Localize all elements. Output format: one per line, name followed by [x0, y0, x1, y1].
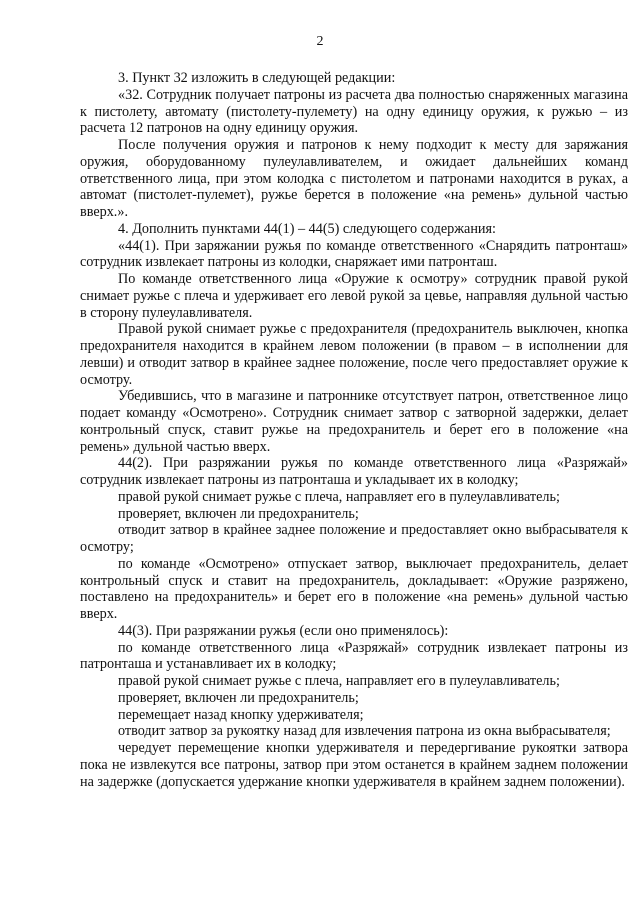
paragraph: по команде «Осмотрено» отпускает затвор, выключает предохранитель, делает контрольный спуск и ставит на предохранитель, докладывает: «Оружие разряжено, поставлено на предохранитель» и берет его в положение «на ремень» дульной частью вверх. [80, 555, 628, 622]
paragraph: Убедившись, что в магазине и патроннике отсутствует патрон, ответственное лицо подает команду «Осмотрено». Сотрудник снимает затвор с затворной задержки, делает контрольный спуск, ставит ружье на предохранитель и берет его в положение «на ремень» дульной частью вверх. [80, 388, 628, 455]
paragraph: отводит затвор за рукоятку назад для извлечения патрона из окна выбрасывателя; [118, 723, 611, 740]
paragraph: проверяет, включен ли предохранитель; [118, 505, 359, 522]
paragraph: «32. Сотрудник получает патроны из расчета два полностью снаряженных магазина к пистолету, автомату (пистолету-пулемету) на одну единицу оружия, к ружью – из расчета 12 патронов на одну единицу оружия. [80, 86, 628, 137]
paragraph: 44(2). При разряжании ружья по команде ответственного лица «Разряжай» сотрудник извлекает патроны из патронташа и укладывает их в колодку; [80, 455, 628, 488]
paragraph: по команде ответственного лица «Разряжай» сотрудник извлекает патроны из патронташа и устанавливает их в колодку; [80, 639, 628, 673]
paragraph: отводит затвор в крайнее заднее положение и предоставляет окно выбрасывателя к осмотру; [80, 522, 628, 555]
paragraph: «44(1). При заряжании ружья по команде ответственного «Снарядить патронташ» сотрудник извлекает патроны из колодки, снаряжает ими патронташ. [80, 237, 628, 271]
paragraph: 3. Пункт 32 изложить в следующей редакции: [118, 70, 396, 86]
paragraph: перемещает назад кнопку удерживателя; [118, 706, 364, 723]
paragraph: правой рукой снимает ружье с плеча, направляет его в пулеулавливатель; [118, 673, 560, 689]
paragraph: проверяет, включен ли предохранитель; [118, 689, 359, 706]
paragraph: 4. Дополнить пунктами 44(1) – 44(5) следующего содержания: [118, 220, 496, 237]
paragraph: чередует перемещение кнопки удерживателя и передергивание рукоятки затвора пока не извлекутся все патроны, затвор при этом останется в крайнем заднем положении на задержке (допускается удержание кнопки удерживателя в крайнем заднем положении). [80, 740, 628, 790]
paragraph: По команде ответственного лица «Оружие к осмотру» сотрудник правой рукой снимает ружье с плеча и удерживает его левой рукой за цевье, направляя дульной частью в сторону пулеулавливателя. [80, 271, 628, 321]
document-body [80, 70, 628, 790]
paragraph: Правой рукой снимает ружье с предохранителя (предохранитель выключен, кнопка предохранителя находится в крайнем левом положении (в правом – в исполнении для левши) и отводит затвор в крайнее заднее положение, после чего предоставляет оружие к осмотру. [80, 321, 628, 388]
paragraph: 44(3). При разряжании ружья (если оно применялось): [118, 622, 449, 639]
paragraph: После получения оружия и патронов к нему подходит к месту для заряжания оружия, оборудованному пулеулавливателем, и ожидает дальнейших команд ответственного лица, при этом колодка с пистолетом и патронами находится в руках, а автомат (пистолет-пулемет), ружье берется в положение «на ремень» дульной частью вверх.». [80, 137, 628, 220]
page-number: 2 [316, 34, 324, 49]
paragraph: правой рукой снимает ружье с плеча, направляет его в пулеулавливатель; [118, 488, 560, 505]
